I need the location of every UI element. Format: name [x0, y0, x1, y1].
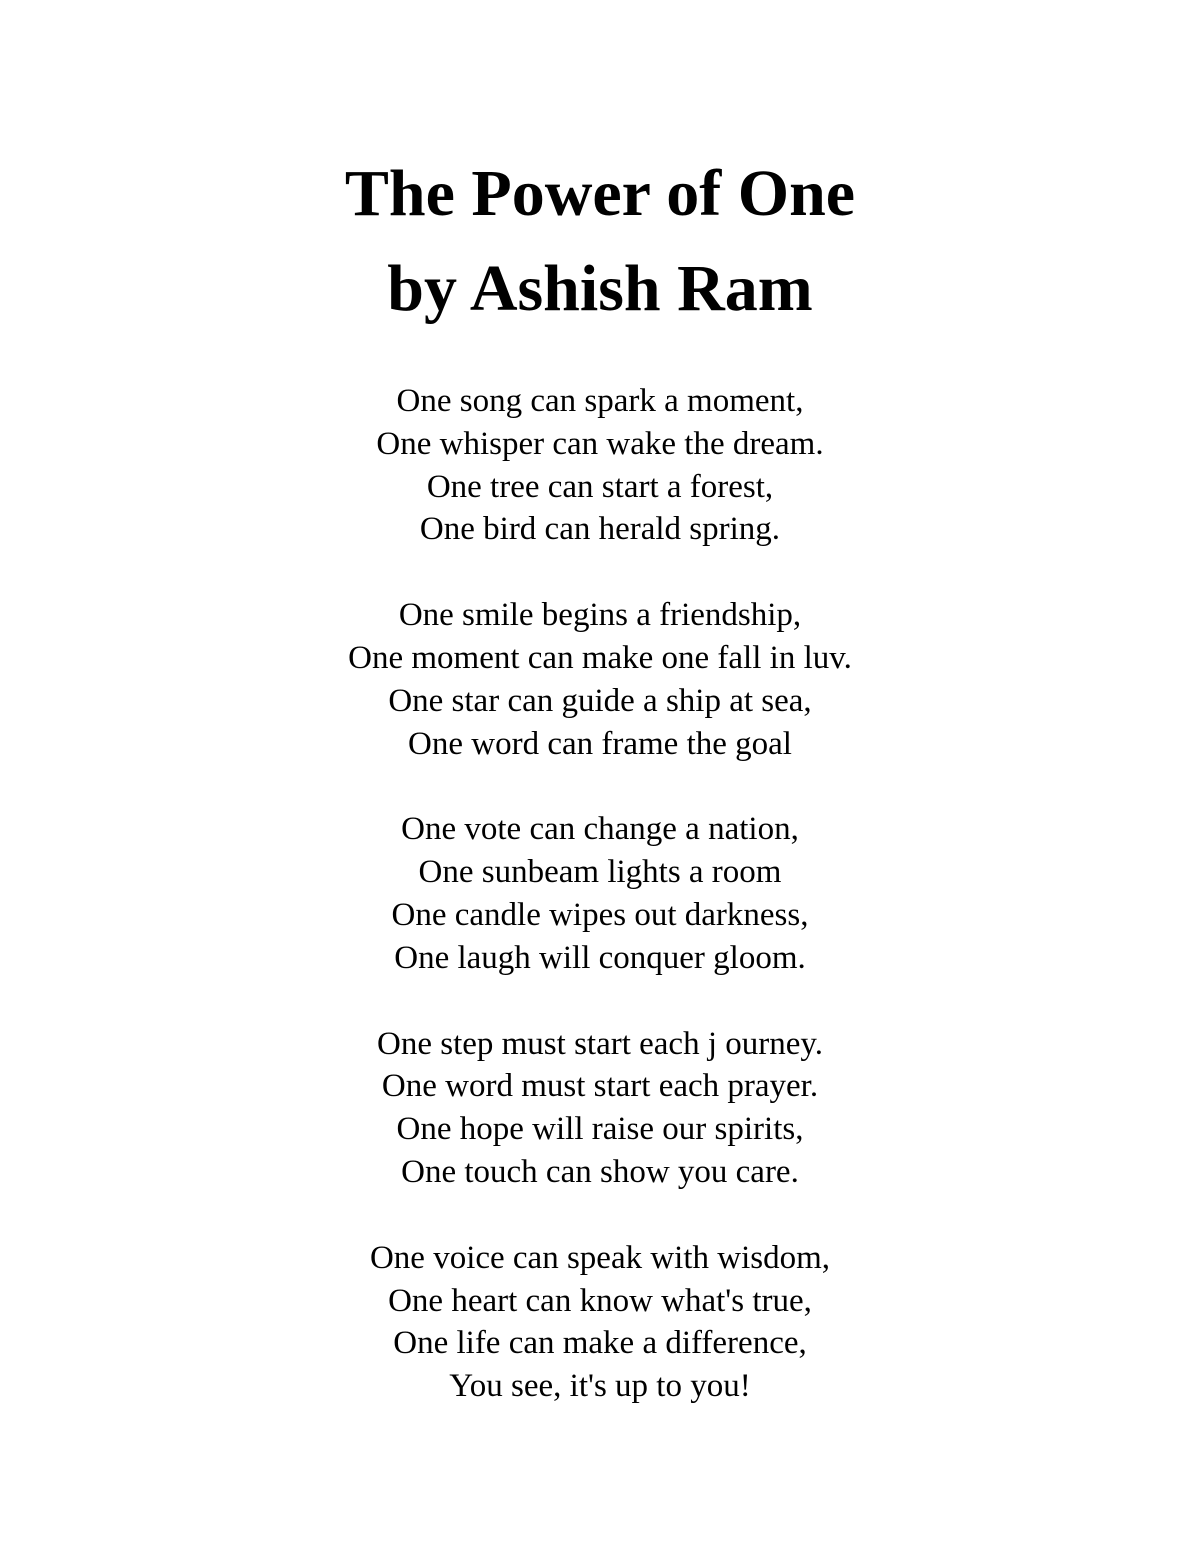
poem-line: One heart can know what's true, [388, 1282, 812, 1319]
poem-byline: by Ashish Ram [387, 252, 813, 325]
stanza-1 [0, 380, 1200, 551]
poem-title: The Power of One [344, 157, 856, 230]
poem-line: One candle wipes out darkness, [391, 896, 809, 933]
poem-line: One sunbeam lights a room [418, 854, 782, 891]
poem-line: One whisper can wake the dream. [376, 425, 824, 462]
poem-line: One hope will raise our spirits, [396, 1111, 804, 1148]
poem-line: One touch can show you care. [401, 1153, 799, 1190]
title-block [0, 146, 1200, 336]
stanza-2 [0, 594, 1200, 765]
poem-line: One star can guide a ship at sea, [388, 682, 812, 719]
poem-line: One life can make a difference, [393, 1325, 807, 1362]
poem-line: One step must start each j ourney. [377, 1025, 823, 1062]
stanza-3 [0, 808, 1200, 979]
poem-line: You see, it's up to you! [449, 1368, 751, 1405]
stanza-4 [0, 1023, 1200, 1194]
poem-line: One vote can change a nation, [401, 811, 799, 848]
poem-line: One smile begins a friendship, [398, 597, 802, 634]
stanza-5 [0, 1237, 1200, 1408]
poem-line: One moment can make one fall in luv. [348, 639, 852, 676]
poem-line: One tree can start a forest, [426, 468, 774, 505]
poem-line: One bird can herald spring. [419, 511, 781, 548]
poem-line: One word can frame the goal [408, 725, 792, 762]
poem-line: One voice can speak with wisdom, [369, 1239, 831, 1276]
poem-line: One laugh will conquer gloom. [394, 939, 806, 976]
poem-body [0, 380, 1200, 1451]
poem-line: One song can spark a moment, [396, 383, 804, 419]
poem-line: One word must start each prayer. [381, 1068, 819, 1105]
